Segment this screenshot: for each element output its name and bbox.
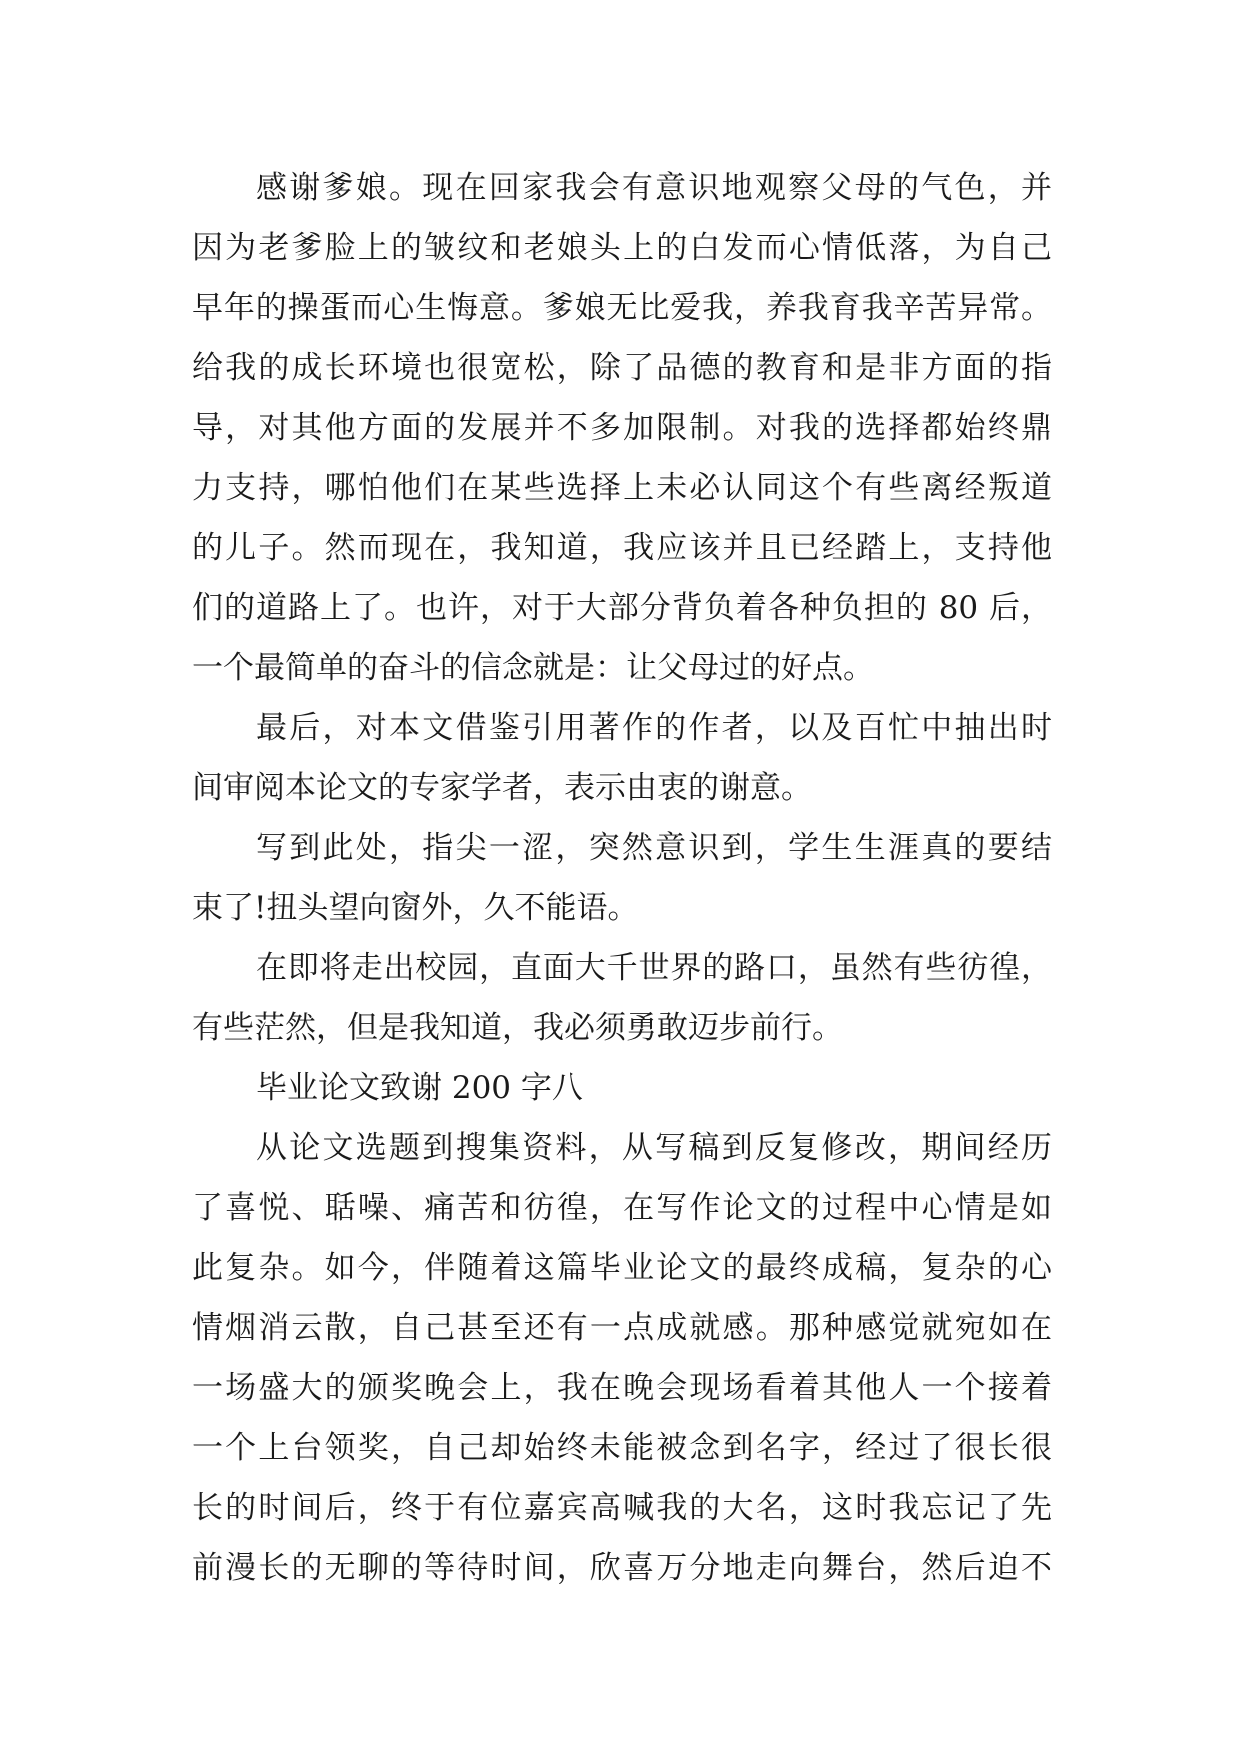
text-line: 在即将走出校园，直面大千世界的路口，虽然有些彷徨， <box>256 950 1052 986</box>
text-line: 情烟消云散，自己甚至还有一点成就感。那种感觉就宛如在 <box>192 1310 1052 1346</box>
text-line: 从论文选题到搜集资料，从写稿到反复修改，期间经历 <box>256 1130 1052 1166</box>
text-line: 们的道路上了。也许，对于大部分背负着各种负担的 80 后， <box>192 590 1052 626</box>
text-line: 因为老爹脸上的皱纹和老娘头上的白发而心情低落，为自己 <box>192 230 1052 266</box>
text-line: 感谢爹娘。现在回家我会有意识地观察父母的气色，并 <box>256 170 1052 206</box>
document-body <box>192 158 1052 1598</box>
text-line: 毕业论文致谢 200 字八 <box>256 1070 583 1106</box>
text-line: 力支持，哪怕他们在某些选择上未必认同这个有些离经叛道 <box>192 470 1052 506</box>
text-line: 此复杂。如今，伴随着这篇毕业论文的最终成稿，复杂的心 <box>192 1250 1052 1286</box>
text-line: 最后，对本文借鉴引用著作的作者，以及百忙中抽出时 <box>256 710 1052 746</box>
text-line: 导，对其他方面的发展并不多加限制。对我的选择都始终鼎 <box>192 410 1052 446</box>
text-line: 束了!扭头望向窗外，久不能语。 <box>192 890 639 926</box>
text-line: 一个上台领奖，自己却始终未能被念到名字，经过了很长很 <box>192 1430 1052 1466</box>
text-line: 一个最简单的奋斗的信念就是：让父母过的好点。 <box>192 650 874 686</box>
text-line: 了喜悦、聒噪、痛苦和彷徨，在写作论文的过程中心情是如 <box>192 1190 1052 1226</box>
text-line: 给我的成长环境也很宽松，除了品德的教育和是非方面的指 <box>192 350 1052 386</box>
text-line: 长的时间后，终于有位嘉宾高喊我的大名，这时我忘记了先 <box>192 1490 1052 1526</box>
text-line: 早年的操蛋而心生悔意。爹娘无比爱我，养我育我辛苦异常。 <box>192 290 1052 326</box>
text-line: 间审阅本论文的专家学者，表示由衷的谢意。 <box>192 770 812 806</box>
text-line: 有些茫然，但是我知道，我必须勇敢迈步前行。 <box>192 1010 843 1046</box>
text-line: 前漫长的无聊的等待时间，欣喜万分地走向舞台，然后迫不 <box>192 1550 1052 1586</box>
text-line: 的儿子。然而现在，我知道，我应该并且已经踏上，支持他 <box>192 530 1052 566</box>
text-line: 写到此处，指尖一涩，突然意识到，学生生涯真的要结 <box>256 830 1052 866</box>
text-line: 一场盛大的颁奖晚会上，我在晚会现场看着其他人一个接着 <box>192 1370 1052 1406</box>
